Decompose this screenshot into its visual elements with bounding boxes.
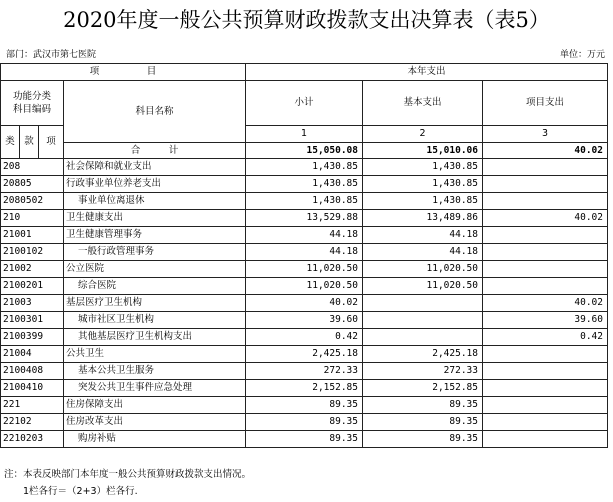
- header-row-2: [1, 81, 608, 126]
- total-subtotal: 15,050.08: [246, 143, 363, 159]
- subject-name: 卫生健康支出: [64, 210, 246, 227]
- subject-name: 卫生健康管理事务: [64, 227, 246, 244]
- basic-cell: 13,489.86: [363, 210, 483, 227]
- subject-code: 21002: [1, 261, 64, 278]
- basic-cell: [363, 295, 483, 312]
- total-basic: 15,010.06: [363, 143, 483, 159]
- table-row: [1, 227, 608, 244]
- table-row: [1, 312, 608, 329]
- project-cell: 40.02: [483, 295, 608, 312]
- table-row: [1, 295, 608, 312]
- subject-code: 2210203: [1, 431, 64, 448]
- basic-cell: 44.18: [363, 244, 483, 261]
- subtotal-cell: 2,152.85: [246, 380, 363, 397]
- note-line: 注：本表反映部门本年度一般公共预算财政拨款支出情况。: [4, 469, 252, 480]
- subtotal-cell: 1,430.85: [246, 159, 363, 176]
- table-row: [1, 431, 608, 448]
- subtotal-cell: 39.60: [246, 312, 363, 329]
- basic-cell: 11,020.50: [363, 278, 483, 295]
- basic-cell: 11,020.50: [363, 261, 483, 278]
- basic-cell: [363, 329, 483, 346]
- project-cell: [483, 414, 608, 431]
- basic-cell: 2,152.85: [363, 380, 483, 397]
- item-header: 项 目: [1, 64, 246, 81]
- subject-code: 221: [1, 397, 64, 414]
- subject-name: 综合医院: [64, 278, 246, 295]
- subject-code: 2100399: [1, 329, 64, 346]
- total-row: [1, 143, 608, 159]
- table-row: [1, 329, 608, 346]
- subject-code: 2100102: [1, 244, 64, 261]
- subtotal-cell: 11,020.50: [246, 278, 363, 295]
- subject-name: 公共卫生: [64, 346, 246, 363]
- subtotal-cell: 44.18: [246, 227, 363, 244]
- col1-index: 1: [246, 126, 363, 143]
- table-row: [1, 261, 608, 278]
- table-notes: [4, 466, 251, 500]
- project-cell: [483, 380, 608, 397]
- basic-cell: [363, 312, 483, 329]
- subtotal-cell: 272.33: [246, 363, 363, 380]
- table-row: [1, 176, 608, 193]
- basic-header: 基本支出: [363, 81, 483, 126]
- subject-code: 20805: [1, 176, 64, 193]
- subject-name: 住房保障支出: [64, 397, 246, 414]
- subtotal-cell: 89.35: [246, 431, 363, 448]
- basic-cell: 89.35: [363, 414, 483, 431]
- basic-cell: 1,430.85: [363, 159, 483, 176]
- subtotal-cell: 1,430.85: [246, 176, 363, 193]
- table-row: [1, 193, 608, 210]
- subject-code: 2100410: [1, 380, 64, 397]
- table-row: [1, 210, 608, 227]
- basic-cell: 89.35: [363, 431, 483, 448]
- subject-name: 其他基层医疗卫生机构支出: [64, 329, 246, 346]
- col2-index: 2: [363, 126, 483, 143]
- subtotal-header: 小计: [246, 81, 363, 126]
- subtotal-cell: 44.18: [246, 244, 363, 261]
- kuan-header: 款: [20, 126, 39, 159]
- note-line: 1栏各行＝（2+3）栏各行.: [4, 486, 138, 497]
- table-row: [1, 346, 608, 363]
- table-row: [1, 363, 608, 380]
- subtotal-cell: 40.02: [246, 295, 363, 312]
- table-row: [1, 278, 608, 295]
- table-row: [1, 414, 608, 431]
- subject-name: 住房改革支出: [64, 414, 246, 431]
- subtotal-cell: 2,425.18: [246, 346, 363, 363]
- total-project: 40.02: [483, 143, 608, 159]
- subject-name: 公立医院: [64, 261, 246, 278]
- subtotal-cell: 89.35: [246, 414, 363, 431]
- subject-code: 21003: [1, 295, 64, 312]
- subject-name: 基层医疗卫生机构: [64, 295, 246, 312]
- project-cell: 0.42: [483, 329, 608, 346]
- project-header: 项目支出: [483, 81, 608, 126]
- table-row: [1, 159, 608, 176]
- subject-code: 22102: [1, 414, 64, 431]
- table-row: [1, 244, 608, 261]
- subtotal-cell: 89.35: [246, 397, 363, 414]
- basic-cell: 1,430.85: [363, 193, 483, 210]
- subject-code: 208: [1, 159, 64, 176]
- unit-label: 单位：万元: [559, 50, 605, 60]
- department-label: 部门：武汉市第七医院: [6, 50, 97, 60]
- subtotal-cell: 1,430.85: [246, 193, 363, 210]
- project-cell: [483, 244, 608, 261]
- page-title: 2020年度一般公共预算财政拨款支出决算表（表5）: [63, 8, 550, 32]
- subject-name: 一般行政管理事务: [64, 244, 246, 261]
- basic-cell: 272.33: [363, 363, 483, 380]
- lei-header: 类: [1, 126, 20, 159]
- subject-name: 社会保障和就业支出: [64, 159, 246, 176]
- project-cell: [483, 261, 608, 278]
- project-cell: [483, 346, 608, 363]
- project-cell: 39.60: [483, 312, 608, 329]
- current-year-header: 本年支出: [246, 64, 608, 81]
- col3-index: 3: [483, 126, 608, 143]
- subject-name: 突发公共卫生事件应急处理: [64, 380, 246, 397]
- total-label: 合 计: [64, 143, 246, 159]
- subject-name: 基本公共卫生服务: [64, 363, 246, 380]
- basic-cell: 1,430.85: [363, 176, 483, 193]
- subject-name: 城市社区卫生机构: [64, 312, 246, 329]
- subject-code: 21004: [1, 346, 64, 363]
- project-cell: [483, 159, 608, 176]
- subject-name: 事业单位离退休: [64, 193, 246, 210]
- subject-code: 2100408: [1, 363, 64, 380]
- project-cell: [483, 363, 608, 380]
- subject-code: 2100201: [1, 278, 64, 295]
- subject-name: 购房补贴: [64, 431, 246, 448]
- project-cell: [483, 176, 608, 193]
- xiang-header: 项: [39, 126, 64, 159]
- subtotal-cell: 0.42: [246, 329, 363, 346]
- table-row: [1, 380, 608, 397]
- project-cell: [483, 227, 608, 244]
- report-meta: [0, 47, 613, 61]
- expenditure-table: [0, 63, 608, 448]
- subject-name-header: 科目名称: [64, 81, 246, 143]
- project-cell: [483, 193, 608, 210]
- project-cell: [483, 397, 608, 414]
- subject-code: 21001: [1, 227, 64, 244]
- basic-cell: 2,425.18: [363, 346, 483, 363]
- project-cell: [483, 431, 608, 448]
- subject-code: 2100301: [1, 312, 64, 329]
- subject-code: 210: [1, 210, 64, 227]
- func-class-header: 功能分类 科目编码: [1, 81, 64, 126]
- subject-name: 行政事业单位养老支出: [64, 176, 246, 193]
- subject-code: 2080502: [1, 193, 64, 210]
- project-cell: [483, 278, 608, 295]
- subtotal-cell: 11,020.50: [246, 261, 363, 278]
- project-cell: 40.02: [483, 210, 608, 227]
- basic-cell: 89.35: [363, 397, 483, 414]
- table-row: [1, 397, 608, 414]
- basic-cell: 44.18: [363, 227, 483, 244]
- header-row-1: [1, 64, 608, 81]
- subtotal-cell: 13,529.88: [246, 210, 363, 227]
